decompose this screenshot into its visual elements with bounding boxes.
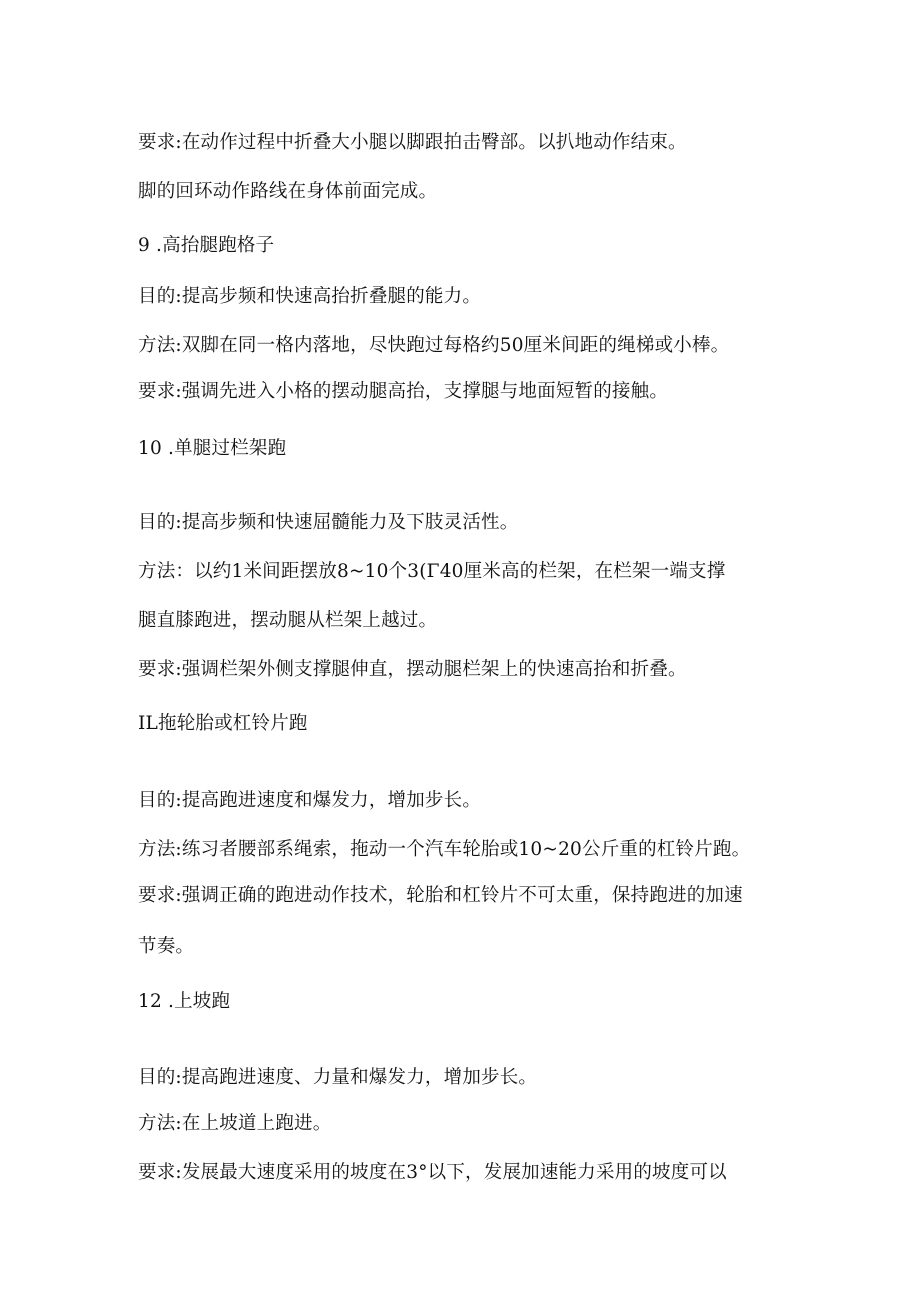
text-line: 目的:提高跑进速度、力量和爆发力，增加步长。 [138,1067,538,1088]
text-line: 目的:提高步频和快速屈髓能力及下肢灵活性。 [138,512,519,533]
text-line: 目的:提高步频和快速高抬折叠腿的能力。 [138,286,482,307]
section-heading: IL拖轮胎或杠铃片跑 [138,713,308,734]
text-line: 要求:在动作过程中折叠大小腿以脚跟拍击臀部。以扒地动作结束。 [138,132,687,153]
text-line: 要求:强调正确的跑进动作技术，轮胎和杠铃片不可太重，保持跑进的加速 [138,885,743,906]
text-line: 节奏。 [138,936,195,957]
text-line: 要求:发展最大速度采用的坡度在3°以下，发展加速能力采用的坡度可以 [138,1162,727,1183]
text-line: 目的:提高跑进速度和爆发力，增加步长。 [138,790,482,811]
text-line: 腿直膝跑进，摆动腿从栏架上越过。 [138,610,438,631]
section-heading: 9 .高抬腿跑格子 [138,235,275,256]
text-line: 方法:练习者腰部系绳索，拖动一个汽车轮胎或10~20公斤重的杠铃片跑。 [138,839,751,860]
text-line: 方法：以约1米间距摆放8~10个3(Γ40厘米高的栏架，在栏架一端支撑 [138,561,726,582]
section-heading: 10 .单腿过栏架跑 [138,438,287,459]
text-line: 方法:在上坡道上跑进。 [138,1113,332,1134]
text-line: 方法:双脚在同一格内落地，尽快跑过每格约50厘米间距的绳梯或小棒。 [138,335,730,356]
text-line: 脚的回环动作路线在身体前面完成。 [138,181,438,202]
text-line: 要求:强调先进入小格的摆动腿高抬，支撑腿与地面短暂的接触。 [138,381,669,402]
text-line: 要求:强调栏架外侧支撑腿伸直，摆动腿栏架上的快速高抬和折叠。 [138,659,687,680]
section-heading: 12 .上坡跑 [138,991,231,1012]
